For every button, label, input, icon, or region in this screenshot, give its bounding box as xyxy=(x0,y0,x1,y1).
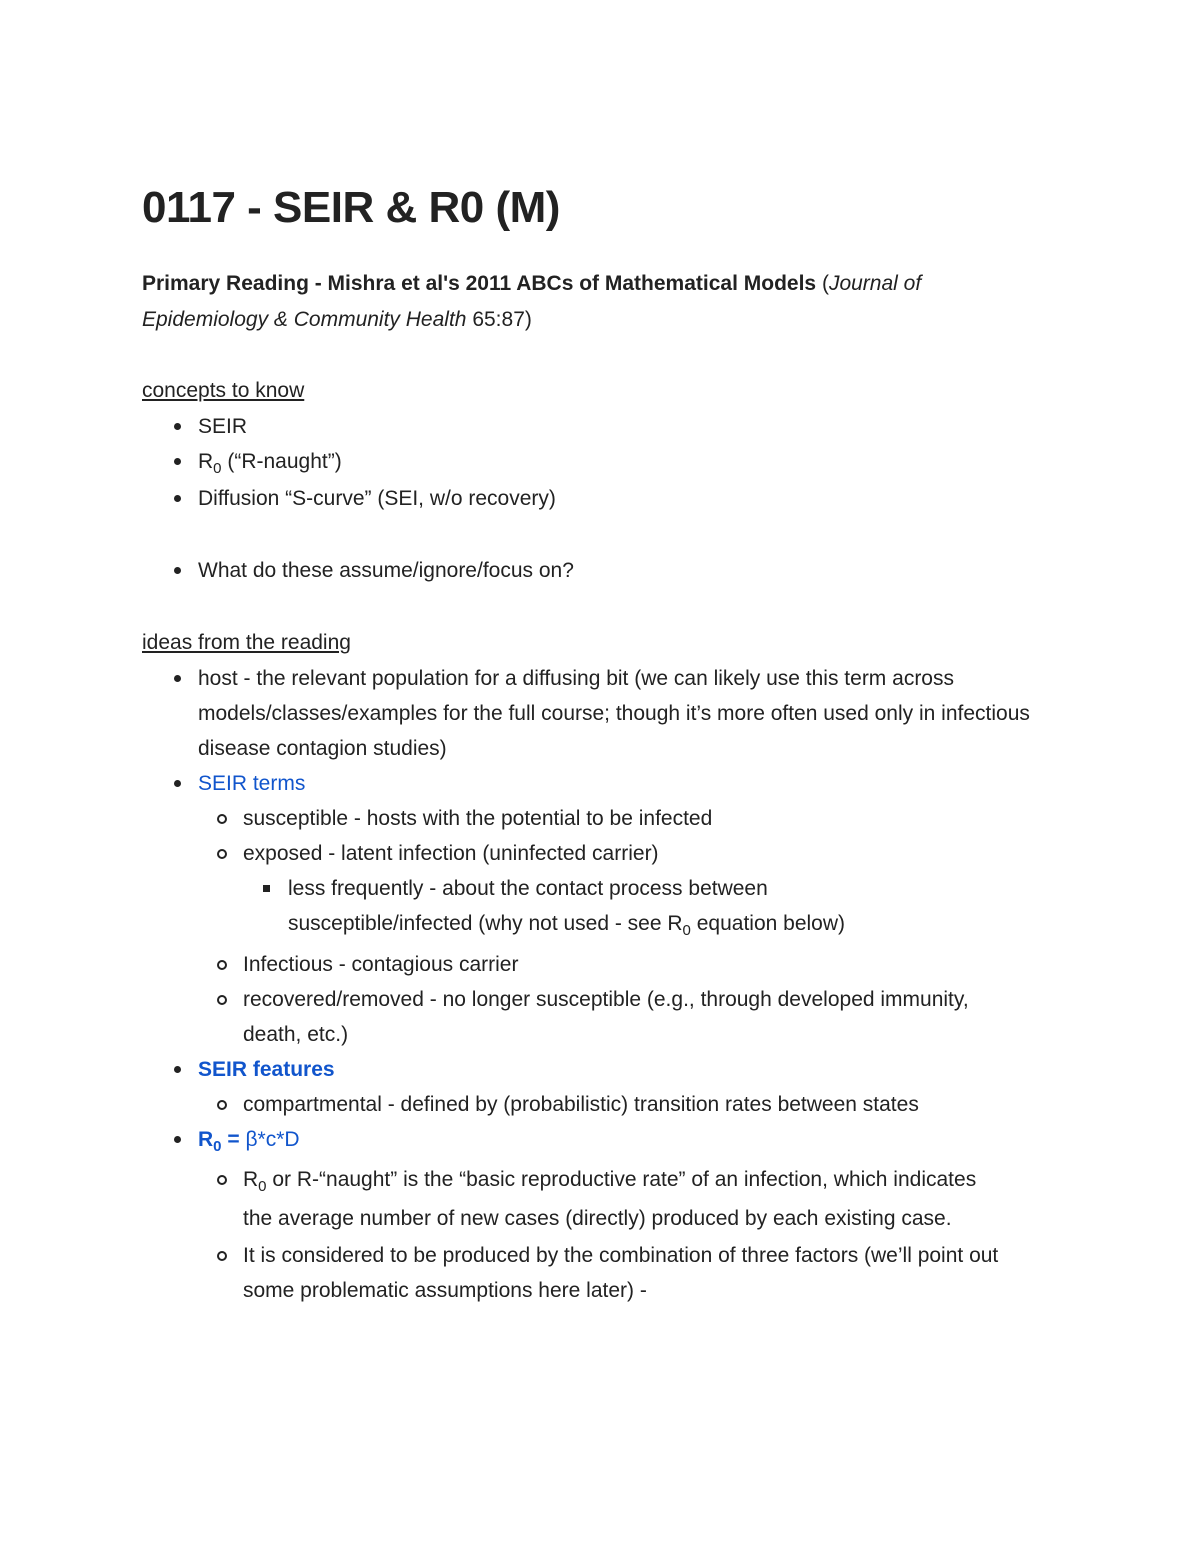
concepts-list xyxy=(142,409,1062,588)
seir-terms-label: SEIR terms xyxy=(198,772,306,795)
ideas-list xyxy=(142,661,1062,1308)
bullet-circle-icon xyxy=(214,1162,234,1197)
idea-host: host - the relevant population for a diffusing bit (we can likely use this term across models/classes/examples for the full course; though it’s more often used only in infectious disease contagion studies) xyxy=(198,667,1030,760)
list-item xyxy=(142,766,1062,801)
seir-features-label: SEIR features xyxy=(198,1058,335,1081)
list-item xyxy=(142,479,1062,518)
bullet-circle-icon xyxy=(214,1238,234,1273)
bullet-circle-icon xyxy=(214,836,234,871)
bullet-dot-icon xyxy=(170,409,190,444)
list-item xyxy=(142,1087,1062,1122)
concept-r0-rest: (“R-naught”) xyxy=(221,450,342,473)
concept-diffusion: Diffusion “S-curve” (SEI, w/o recovery) xyxy=(198,487,556,510)
r0-desc-letter: R xyxy=(243,1168,259,1191)
bullet-dot-icon xyxy=(170,661,190,696)
bullet-circle-icon xyxy=(214,801,234,836)
concept-seir: SEIR xyxy=(198,415,248,438)
bullet-circle-icon xyxy=(214,947,234,982)
list-item xyxy=(142,444,1062,479)
r0-label-subscript: 0 xyxy=(213,1138,222,1155)
list-item xyxy=(142,982,993,1052)
r0-label-letter: R xyxy=(198,1128,214,1151)
concept-question: What do these assume/ignore/focus on? xyxy=(198,559,574,582)
r0-description: or R-“naught” is the “basic reproductive rate” of an infection, which indicates the average number of new cases (directly) produced by each existing case. xyxy=(243,1168,977,1230)
feature-compartmental: compartmental - defined by (probabilistic) transition rates between states xyxy=(243,1093,919,1116)
ideas-heading: ideas from the reading xyxy=(142,631,351,654)
term-less-frequently: less frequently - about the contact process between susceptible/infected (why not used - see R xyxy=(288,877,768,935)
list-item xyxy=(142,1122,1062,1157)
concept-r0-letter: R xyxy=(198,450,214,473)
list-item xyxy=(142,661,1062,766)
reading-bold-prefix: Primary Reading - Mishra et al's 2011 ABCs of Mathematical Models xyxy=(142,272,817,295)
term-less-frequently-subscript: 0 xyxy=(682,922,691,939)
term-less-frequently-tail: equation below) xyxy=(690,912,845,935)
bullet-dot-icon xyxy=(170,444,190,479)
bullet-dot-icon xyxy=(170,553,190,588)
term-infectious: Infectious - contagious carrier xyxy=(243,953,519,976)
page-title: 0117 - SEIR & R0 (M) xyxy=(142,183,560,232)
bullet-circle-icon xyxy=(214,982,234,1017)
list-item xyxy=(142,801,1062,836)
list-item xyxy=(142,409,1062,444)
term-susceptible: susceptible - hosts with the potential to be infected xyxy=(243,807,713,830)
list-item xyxy=(142,1160,1003,1238)
reading-citation: 65:87) xyxy=(466,308,532,331)
list-item xyxy=(142,553,1062,588)
r0-label-equals: = xyxy=(221,1128,246,1151)
bullet-circle-icon xyxy=(214,1087,234,1122)
list-item xyxy=(142,1052,1062,1087)
list-item xyxy=(142,836,1062,871)
reading-journal: Journal of Epidemiology & Community Health xyxy=(142,272,922,331)
concepts-heading: concepts to know xyxy=(142,379,305,402)
primary-reading xyxy=(142,266,1042,338)
bullet-dot-icon xyxy=(170,1052,190,1087)
term-recovered: recovered/removed - no longer susceptible (e.g., through developed immunity, death, etc.) xyxy=(243,988,969,1046)
bullet-dot-icon xyxy=(170,481,190,516)
reading-open-paren: ( xyxy=(816,272,829,295)
list-item xyxy=(142,947,1062,982)
bullet-dot-icon xyxy=(170,1122,190,1157)
list-item xyxy=(142,1238,1043,1308)
list-spacer xyxy=(142,518,1062,553)
r0-factors: It is considered to be produced by the combination of three factors (we’ll point out some problematic assumptions here later) - xyxy=(243,1244,999,1302)
concept-r0-subscript: 0 xyxy=(213,460,222,477)
r0-formula: β*c*D xyxy=(245,1128,300,1151)
list-item xyxy=(142,871,848,941)
bullet-square-icon xyxy=(259,871,279,906)
bullet-dot-icon xyxy=(170,766,190,801)
term-exposed: exposed - latent infection (uninfected carrier) xyxy=(243,842,659,865)
r0-desc-subscript: 0 xyxy=(258,1178,267,1195)
